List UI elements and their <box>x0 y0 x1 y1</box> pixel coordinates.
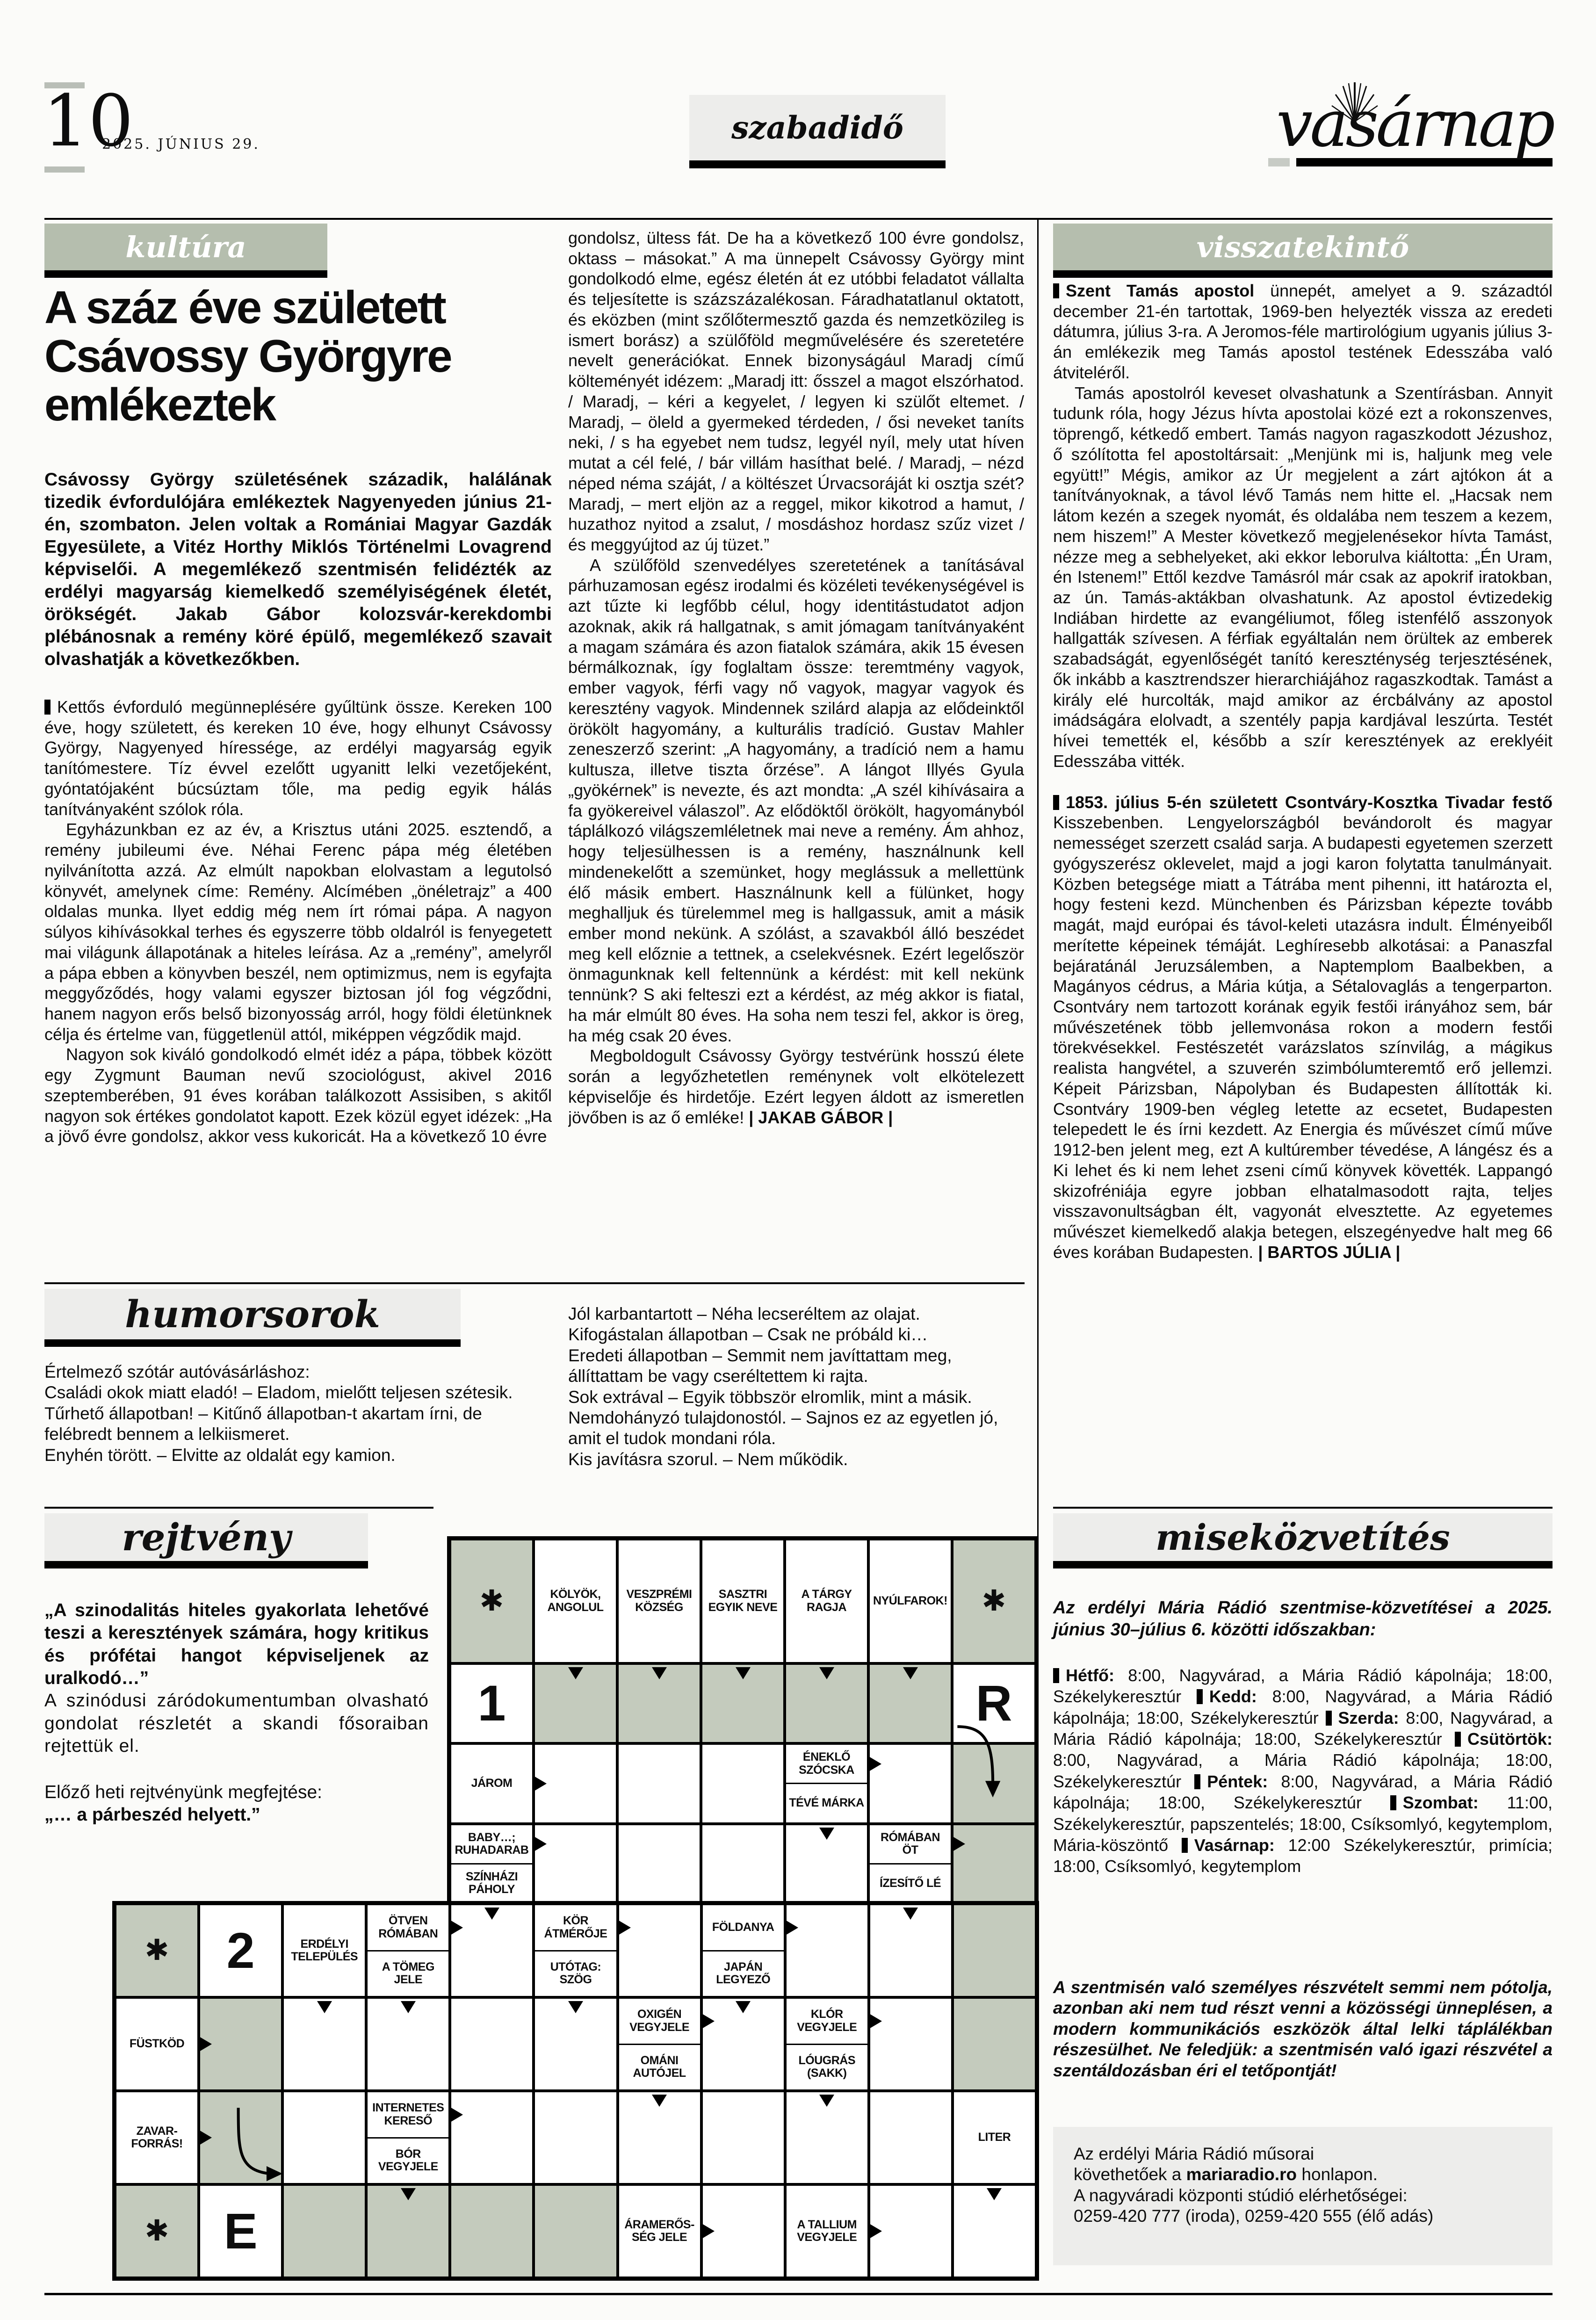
solution-row-label: 2 <box>226 1922 255 1979</box>
arrow-down-icon <box>484 1908 499 1920</box>
arrow-down-icon <box>652 2095 667 2107</box>
arrow-down-icon <box>819 1667 834 1679</box>
crossword-answer-cell[interactable] <box>785 1824 868 1904</box>
arrow-down-icon <box>903 1667 918 1679</box>
text-line: Kis javításra szorul. – Nem működik. <box>568 1449 848 1469</box>
visszatekinto-label: visszatekintő <box>1196 230 1409 264</box>
byline: | JAKAB GÁBOR | <box>744 1107 893 1127</box>
crossword-solution-cell[interactable] <box>785 1663 868 1743</box>
arrow-right-icon <box>702 2014 715 2029</box>
paragraph: A szülőföld szenvedélyes szeretetének a tanításával párhuzamosan egész irodalmi és közéleti tevékenységével is azt tűzte ki legfőbb célul, hogy identitástudatot adjon azoknak, akik rá hallgatnak, s amit jómagam tanítványaként a magam számára és azon fiatalok számára, akik 15 évesen bérmálkoznak, így foglaltam össze: teremtmény vagyok, ember vagyok, férfi vagy nő vagyok, magyar vagyok és keresztény vagyok. Mindennek szilárd alapja az elődeinktől örökölt hagyomány, a kulturális tradíció. Gustav Mahler zeneszerző szerint: „A hagyomány, a tradíció nem a hamu kultusza, illetve tiszta őrzése”. A lángot Illyés Gyula „gyökérnek” is nevezte, és azt mondta: „A szél kihívásaira a fa gyökereivel válaszol”. Az elődöktől örökölt, hagyományból táplálkozó világszemléletnek mai neve a remény. Ám ahhoz, hogy teljesülhessen is a remény, használnunk kell mindenekelőtt a szemünket, hogy meglássuk a mellettünk élő másik embert. Használnunk kell a fülünket, hogy meghalljuk és türelemmel meg is hallgassuk, amit a másik ember mond nekünk. A szólást, a szavakból álló beszédet meg kell előznie a tettnek, a cselekvésnek. Ezért legelőször önmagunknak kell feltennünk a kérdést: mit kell nekünk tennünk? S aki felteszi ezt a kérdést, az még akkor is fiatal, ha már elmúlt 80 éves. Ha soha nem teszi fel, akkor is öreg, ha még csak 20 éves. <box>568 555 1024 1045</box>
asterisk-icon: ✱ <box>144 1934 169 1966</box>
crossword-solution-cell[interactable] <box>534 2184 617 2278</box>
text-line: Tűrhető állapotban! – Kitűnő állapotban-t akartam írni, de felébredt bennem a lelkiismeret. <box>44 1403 482 1444</box>
schedule-marker <box>1194 1774 1200 1789</box>
arrow-right-icon <box>786 1920 798 1935</box>
crossword-answer-cell[interactable] <box>618 1904 701 1997</box>
rejtveny-label: rejtvény <box>122 1515 291 1559</box>
arrow-down-icon <box>819 1828 834 1840</box>
rejtveny-rule <box>44 1507 433 1509</box>
arrow-down-icon <box>401 2001 416 2013</box>
crossword-answer-cell[interactable] <box>534 1824 617 1904</box>
crossword-answer-cell[interactable] <box>282 2091 366 2184</box>
maria-radio-info-box <box>1053 2127 1553 2265</box>
article-body-left-column <box>44 697 552 1274</box>
text-line: 0259-420 777 (iroda), 0259-420 555 (élő adás) <box>1074 2206 1434 2226</box>
crossword-star-cell <box>450 1539 534 1663</box>
crossword-answer-cell[interactable] <box>617 1743 701 1823</box>
crossword-solution-cell[interactable] <box>450 2184 534 2278</box>
paragraph: Nagyon sok kiváló gondolkodó elmét idéz a pápa, többek között egy Zygmunt Bauman nevű szociológust, akivel 2016 szeptemberében, 91 éves korában találkozott Assisiben, s akitől nagyon sok értékes gondolatot kapott. Ezek közül egyet idézek: „Ha a jövő évre gondolsz, akkor vess kukoricát. Ha a következő 10 évre <box>44 1045 552 1146</box>
crossword-clue-cell: ÉNEKLŐ SZÓCSKA TÉVÉ MÁRKA <box>785 1743 868 1823</box>
schedule-marker <box>1390 1795 1396 1810</box>
arrow-right-icon <box>618 1920 631 1935</box>
arrow-down-icon <box>568 1667 583 1679</box>
crossword-answer-cell[interactable] <box>450 1997 534 2091</box>
section-header-rejtveny <box>44 1513 368 1561</box>
paragraph: Kettős évforduló megünneplésére gyűltünk össze. Kereken 100 éve, hogy született, és kereken 10 éve, hogy elhunyt Csávossy György, Nagyenyed híressége, az erdélyi magyarság egyik tanítómestere. Tíz évvel ezelőtt ugyanitt lelki vezetőjeként, gyóntatójaként búcsúztam tőle, ma pedig egyik hálás tanítványaként szólok róla. <box>44 697 552 819</box>
crossword-answer-cell[interactable] <box>701 1824 785 1904</box>
crossword-answer-cell[interactable] <box>534 2091 617 2184</box>
crossword-answer-cell[interactable] <box>869 1997 953 2091</box>
paragraph: 1853. július 5-én született Csontváry-Kosztka Tivadar festő Kisszebenben. Lengyelországból bevándorolt és magyar nemességet szerzett család sarja. A budapesti egyetemen szerzett gyógyszerész oklevelet, majd a jogi karon folytatta tanulmányait. Közben betegsége miatt a Tátrába ment pihenni, itt határozta el, hogy festeni kezd. Münchenben és Párizsban képezte tovább magát, majd európai és távol-keleti utazásra indult. Élményeiből merítette képeinek témáját. Leghíresebb alkotásai: a Panaszfal bejáratánál Jeruzsálemben, a Naptemplom Baalbekben, a Magányos cédrus, a Mária kútja, a Sétalovaglás a tengerparton. Csontváry nem tartozott korának egyik festői irányához sem, bár művészetének több jellemvonása rokon a modern festői törekvésekkel. Festészetét varázslatos színvilág, a mágikus realista hangvétel, a szuverén szimbólumteremtő erő jellemzi. Képeit Párizsban, Nápolyban és Budapesten állították ki. Csontváry 1909-ben végleg letette az ecsetet, Budapesten telepedett le és írni kezdett. Az Energia és művészet című műve 1912-ben jelent meg, ezt A kultúrember tévedése, A lángész és a Ki lehet és ki nem lehet zseni című könyvek követték. Lappangó skizofréniája egyre jobban elhatalmasodott rajta, teljes visszavonultságban élt, vagyonát elvesztette. Az egyetemes művészet kiemelkedő alakja betegen, elszegényedve halt meg 66 éves korában Budapesten. | BARTOS JÚLIA | <box>1053 792 1553 1262</box>
crossword-clue-cell: FÖLDANYA JAPÁN LEGYEZŐ <box>701 1904 785 1997</box>
crossword-answer-cell[interactable] <box>617 1824 701 1904</box>
crossword-answer-cell[interactable] <box>785 1904 869 1997</box>
page-number: 10 <box>43 80 134 162</box>
crossword-answer-cell[interactable] <box>450 2091 534 2184</box>
section-header-kultura <box>44 224 327 270</box>
paragraph-marker <box>1053 283 1059 298</box>
crossword-answer-cell[interactable] <box>282 1997 366 2091</box>
crossword-answer-cell[interactable] <box>785 2091 869 2184</box>
crossword-solution-letter-cell <box>952 1663 1036 1743</box>
crossword-solution-cell[interactable] <box>952 1824 1036 1904</box>
crossword-answer-cell[interactable] <box>701 1997 785 2091</box>
asterisk-icon: ✱ <box>144 2215 169 2247</box>
crossword-clue-cell: BABY…; RUHADARAB SZÍNHÁZI PÁHOLY <box>450 1824 534 1904</box>
crossword-clue-cell: KLÓR VEGYJELE LÓUGRÁS (SAKK) <box>785 1997 869 2091</box>
rejtveny-quote: „A szinodalitás hiteles gyakorlata lehetővé teszi a keresztények számára, hogy kritikus és prófétai hangot képviseljenek az uralkodó…” <box>44 1600 429 1689</box>
misekozvetites-label: miseközvetítés <box>1155 1516 1450 1558</box>
crossword-clue-cell: KÖLYÖK, ANGOLUL <box>534 1539 617 1663</box>
article-body-middle-column <box>568 228 1024 1275</box>
crossword-grid-bottom <box>112 1901 1039 2281</box>
mise-schedule: Hétfő: 8:00, Nagyvárad, a Mária Rádió kápolnája; 18:00, Székelykeresztúr Kedd: 8:00, Nagyvárad, a Mária Rádió kápolnája; 18:00, Székelykeresztúr Szerda: 8:00, Nagyvárad, a Mária Rádió kápolnája; 18:00, Székelykeresztúr Csütörtök: 8:00, Nagyvárad, a Mária Rádió kápolnája; 18:00, Székelykeresztúr Péntek: 8:00, Nagyvárad, a Mária Rádió kápolnája; 18:00, Székelykeresztúr Szombat: 11:00, Székelykeresztúr, papszentelés; 18:00, Csíksomlyó, kegytemplom, Mária-köszöntő Vasárnap: 12:00 Székelykeresztúr, primícia; 18:00, Csíksomlyó, kegytemplom <box>1053 1666 1553 1876</box>
crossword-solution-letter-cell <box>450 1663 534 1743</box>
visszatekinto-body <box>1053 281 1553 1487</box>
arrow-right-icon <box>199 2130 212 2145</box>
arrow-right-icon <box>199 2037 212 2052</box>
paragraph-marker <box>44 700 51 715</box>
humor-right-column <box>568 1304 1024 1500</box>
text-line: Családi okok miatt eladó! – Eladom, mielőtt teljesen szétesik. <box>44 1383 513 1402</box>
crossword-answer-cell[interactable] <box>869 2091 953 2184</box>
crossword-answer-cell[interactable] <box>701 2091 785 2184</box>
bottom-rule <box>44 2293 1553 2295</box>
crossword-clue-cell: NYÚLFAROK! <box>868 1539 952 1663</box>
crossword-star-cell <box>115 1904 199 1997</box>
crossword-answer-cell[interactable] <box>366 1997 450 2091</box>
schedule-marker <box>1455 1732 1461 1747</box>
kultura-label: kultúra <box>125 230 246 264</box>
arrow-right-icon <box>450 1920 463 1935</box>
humorsorok-label: humorsorok <box>125 1292 380 1336</box>
crossword-solution-cell[interactable] <box>617 1663 701 1743</box>
misekozvetites-bar <box>1053 1561 1553 1568</box>
crossword-clue-cell: FÜSTKÖD <box>115 1997 199 2091</box>
section-header-misekozvetites <box>1053 1513 1553 1561</box>
mise-intro: Az erdélyi Mária Rádió szentmise-közvetítései a 2025. június 30–július 6. közötti időszakban: <box>1053 1598 1553 1640</box>
crossword-clue-cell: JÁROM <box>450 1743 534 1823</box>
crossword-clue-cell: A TALLIUM VEGYJELE <box>785 2184 869 2278</box>
arrow-down-icon <box>317 2001 332 2013</box>
section-header-visszatekinto <box>1053 224 1553 270</box>
crossword-clue-cell: LITER <box>953 2091 1036 2184</box>
arrow-right-icon <box>534 1836 547 1851</box>
mise-rule <box>1053 1507 1553 1509</box>
text-line: Jól karbantartott – Néha lecseréltem az olajat. <box>568 1304 920 1323</box>
text-line: Enyhén törött. – Elvitte az oldalát egy kamion. <box>44 1445 396 1465</box>
byline: | BARTOS JÚLIA | <box>1253 1242 1401 1262</box>
humor-left-column <box>44 1362 552 1505</box>
text-line: követhetőek a mariaradio.ro honlapon. <box>1074 2165 1378 2184</box>
crossword-clue-cell: ÖTVEN RÓMÁBAN A TÖMEG JELE <box>366 1904 450 1997</box>
crossword-clue-cell: KÖR ÁTMÉRŐJE UTÓTAG: SZÖG <box>534 1904 617 1997</box>
arrow-down-icon <box>568 2001 583 2013</box>
schedule-marker <box>1197 1689 1203 1704</box>
crossword-solution-cell[interactable] <box>534 1663 617 1743</box>
arrow-down-icon <box>819 2095 834 2107</box>
solution-row-label: E <box>224 2203 258 2259</box>
crossword-solution-letter-cell <box>199 1904 282 1997</box>
solution-row-label: R <box>975 1675 1012 1732</box>
visszatekinto-bar <box>1053 270 1553 278</box>
arrow-right-icon <box>869 2224 882 2239</box>
arrow-right-icon <box>450 2107 463 2122</box>
crossword-clue-cell: SASZTRI EGYIK NEVE <box>701 1539 785 1663</box>
arrow-down-icon <box>652 1667 667 1679</box>
arrow-down-icon <box>401 2188 416 2200</box>
crossword-solution-cell[interactable] <box>952 1743 1036 1823</box>
crossword-answer-cell[interactable] <box>450 1904 534 1997</box>
crossword-answer-cell[interactable] <box>618 2091 701 2184</box>
crossword-solution-cell[interactable] <box>953 1904 1036 1997</box>
top-rule <box>44 218 1553 220</box>
crossword-solution-cell[interactable] <box>282 2184 366 2278</box>
crossword-solution-cell[interactable] <box>366 2184 450 2278</box>
text-line: Az erdélyi Mária Rádió műsorai <box>1074 2144 1314 2163</box>
arrow-right-icon <box>953 1836 965 1851</box>
crossword-clue-cell: ERDÉLYI TELEPÜLÉS <box>282 1904 366 1997</box>
arrow-down-icon <box>903 1908 918 1920</box>
section-title-label: szabadidő <box>731 109 903 146</box>
arrow-right-icon <box>702 2224 715 2239</box>
schedule-marker <box>1053 1668 1059 1683</box>
humor-rule <box>44 1282 1025 1284</box>
mise-note: A szentmisén való személyes részvételt semmi nem pótolja, azonban aki nem tud részt venni a közösségi ünneplésen, a modern kommunikációs eszközök által lelki táplálékban részesülhet. Ne feledjük: a szentmisén való igazi részvétel a szentáldozásban éri el tetőpontját! <box>1053 1978 1553 2080</box>
rejtveny-text-block <box>44 1599 429 1866</box>
humorsorok-bar <box>44 1339 461 1347</box>
rejtveny-previous-solution: „… a párbeszéd helyett.” <box>44 1804 260 1825</box>
crossword-answer-cell[interactable] <box>701 1743 785 1823</box>
crossword-solution-cell[interactable] <box>701 1663 785 1743</box>
text-line: Eredeti állapotban – Semmit nem javíttattam meg, állíttattam be vagy cseréltettem ki rajta. <box>568 1345 952 1386</box>
arrow-right-icon <box>534 1776 547 1791</box>
crossword-answer-cell[interactable] <box>868 1743 952 1823</box>
page-date: 2025. JÚNIUS 29. <box>102 136 260 152</box>
section-header-humorsorok <box>44 1289 461 1339</box>
crossword-clue-cell: RÓMÁBAN ÖT ÍZESÍTŐ LÉ <box>868 1824 952 1904</box>
rejtveny-intro: A szinódusi záródokumentumban olvasható gondolat részletét a skandi fősoraiban rejtettük el. <box>44 1691 429 1756</box>
page-number-bottom-bar <box>44 166 85 173</box>
paragraph-marker <box>1053 795 1059 810</box>
article-lead: Csávossy György születésének századik, halálának tizedik évfordulójára emlékeztek Nagyenyeden június 21-én, szombaton. Jelen voltak a Romániai Magyar Gazdák Egyesülete, a Vitéz Horthy Miklós Történelmi Lovagrend képviselői. A megemlékező szentmisén felidézték az erdélyi magyarság kiemelkedő személyiségének életét, örökségét. Jakab Gábor kolozsvár-kerekdombi plébánosnak a remény köré épülő, megemlékező szavait olvashatják a következőkben. <box>44 470 552 669</box>
crossword-clue-cell: VESZPRÉMI KÖZSÉG <box>617 1539 701 1663</box>
crossword-star-cell <box>115 2184 199 2278</box>
rejtveny-bar <box>44 1561 368 1568</box>
kultura-bar <box>44 270 327 278</box>
crossword-clue-cell: ZAVAR- FORRÁS! <box>115 2091 199 2184</box>
crossword-solution-letter-cell <box>199 2184 282 2278</box>
paragraph: Tamás apostolról keveset olvashatunk a Szentírásban. Annyit tudunk róla, hogy Jézus hívta apostolai közé ezt a rokonszenves, töprengő, kétkedő embert. Tamás nagyon ragaszkodott Jézushoz, ő szólította fel apostoltársait: „Menjünk mi is, haljunk meg vele együtt!” Mégis, amikor az Úr megjelent a zárt ajtókon át a tanítványoknak, a távol lévő Tamás nem hitte el. „Hacsak nem látom kezén a szegek nyomát, és oldalába nem teszem a kezem, nem hiszem!” A Mester következő megjelenésekor hívta Tamást, nézze meg a sebhelyeket, aki ekkor leborulva kiáltotta: „Én Uram, én Istenem!” Ettől kezdve Tamásról már csak az apokrif iratokban, az ún. Tamás-aktákban olvashatunk. Az apostol évtizedekig Indiában hirdette az evangéliumot, főleg istenfélő asszonyok hallgatták szívesen. A férfiak egyáltalán nem örültek az emberek szabadságát, egyenlőségét tanító kereszténység terjesztésének, ők inkább a kasztrendszer hierarchiájához ragaszkodtak. Tamást a király elé hurcolták, majd amikor az ércbálvány az apostol imádságára elolvadt, a szentély papja kardjával leszúrta. Testét hívei temették el, később a szír keresztények az ereklyéit Edesszába vitték. <box>1053 383 1553 771</box>
rejtveny-previous-solution-label: Előző heti rejtvényünk megfejtése: <box>44 1782 322 1802</box>
arrow-down-icon <box>987 2188 1002 2200</box>
crossword-answer-cell[interactable] <box>534 1997 617 2091</box>
crossword-grid-top <box>447 1536 1039 1907</box>
crossword-solution-cell[interactable] <box>868 1663 952 1743</box>
text-line: Kifogástalan állapotban – Csak ne próbáld ki… <box>568 1325 928 1344</box>
asterisk-icon: ✱ <box>479 1584 504 1617</box>
schedule-marker <box>1326 1711 1332 1726</box>
text-line: Értelmező szótár autóvásárláshoz: <box>44 1362 310 1381</box>
arrow-down-icon <box>736 1667 751 1679</box>
crossword-answer-cell[interactable] <box>953 2184 1036 2278</box>
schedule-marker <box>1182 1838 1188 1853</box>
crossword-star-cell <box>952 1539 1036 1663</box>
arrow-right-icon <box>869 2014 882 2029</box>
crossword-clue-cell: ÁRAMERŐS- SÉG JELE <box>618 2184 701 2278</box>
paragraph: gondolsz, ültess fát. De ha a következő 100 évre gondolsz, oktass – másokat.” A ma ünnepelt Csávossy György mint gondolkodó elme, egész életén át ez utóbbi feladatot vállalta és teljesítette is százszázalékosan. Fáradhatatlanul oktatott, és eközben (mint szőlőtermesztő gazda és nemzetközileg is ismert borász) a szülőföld megművelésére és szeretetére nevelt generációkat. Ennek bizonyságául Maradj című költeményét idézem: „Maradj itt: ősszel a magot elszórhatod. / Maradj, – kéri a kegyelet, / legyen ki szülőt eltemet. / Maradj, – öleld a gyermeked térdeden, / ősi neveket taníts neki, / s ha egyebet nem tudsz, legyél nyíl, mely utat híven mutat a cél felé, / bár villám hasíthat belé. / Maradj, – nézd néped néma száját, / a költészet Úrvacsoráját ki osztja szét? Maradj, – mert eljön az a reggel, mikor kikotrod a hamut, / huzathoz nyitod a zsalut, / mosdáshoz hordasz szűz vizet / és meggyújtod az új tüzet.” <box>568 228 1024 555</box>
crossword-clue-cell: A TÁRGY RAGJA <box>785 1539 868 1663</box>
arrow-right-icon <box>869 1756 881 1771</box>
solution-row-label: 1 <box>477 1675 506 1732</box>
paragraph: Szent Tamás apostol ünnepét, amelyet a 9. századtól december 21-én tartottak, 1969-ben helyezték vissza az eredeti dátumra, július 3-ra. A Jeromos-féle martirológium ugyanis július 3-án emlékezik meg Tamás apostol testének Edesszába való átviteléről. <box>1053 281 1553 382</box>
asterisk-icon: ✱ <box>982 1584 1006 1617</box>
crossword-answer-cell[interactable] <box>869 1904 953 1997</box>
brand-logo: vasárnap <box>1276 86 1553 161</box>
paragraph: Egyházunkban ez az év, a Krisztus utáni 2025. esztendő, a remény jubileumi éve. Néhai Ferenc pápa még életében nyilvánította azzá. Az elmúlt napokban elolvastam a legutolsó könyvét, amelynek címe: Remény. Alcímében „önéletrajz” a 400 oldalas munka. Ilyet eddig még nem írt római pápa. A nagyon súlyos kihívásokkal terhes és egyszerre több oldalról is fenyegetett mai világunk állapotának a hiteles leírása. Az a „remény”, amelyről a pápa ebben a könyvben beszél, nem optimizmus, nem is egyfajta meggyőződés, hogy valami egyszer biztosan jól fog végződni, hanem nagyon erős belső bizonyosság arról, hogy földi életünknek célja és értelme van, függetlenül attól, miképpen végződik majd. <box>44 820 552 1044</box>
arrow-down-icon <box>736 2001 751 2013</box>
crossword-clue-cell: INTERNETES KERESŐ BÓR VEGYJELE <box>366 2091 450 2184</box>
text-line: A nagyváradi központi stúdió elérhetőségei: <box>1074 2185 1408 2205</box>
paragraph: Megboldogult Csávossy György testvérünk hosszú élete során a legyőzhetetlen reménynek volt elkötelezett képviselője és hirdetője. Ezért legyen áldott az ismeretlen jövőben is az ő emléke! | JAKAB GÁBOR | <box>568 1046 1024 1127</box>
crossword-solution-cell[interactable] <box>953 1997 1036 2091</box>
text-line: Sok extrával – Egyik többször elromlik, mint a másik. <box>568 1387 972 1407</box>
article-title: A száz éve született Csávossy Györgyre emlékeztek <box>44 282 451 430</box>
text-line: Nemdohányzó tulajdonostól. – Sajnos ez az egyetlen jó, amit el tudok mondani róla. <box>568 1408 998 1448</box>
crossword-clue-cell: OXIGÉN VEGYJELE OMÁNI AUTÓJEL <box>618 1997 701 2091</box>
szabadido-underline-bar <box>689 160 946 168</box>
section-title-szabadido <box>689 95 946 160</box>
